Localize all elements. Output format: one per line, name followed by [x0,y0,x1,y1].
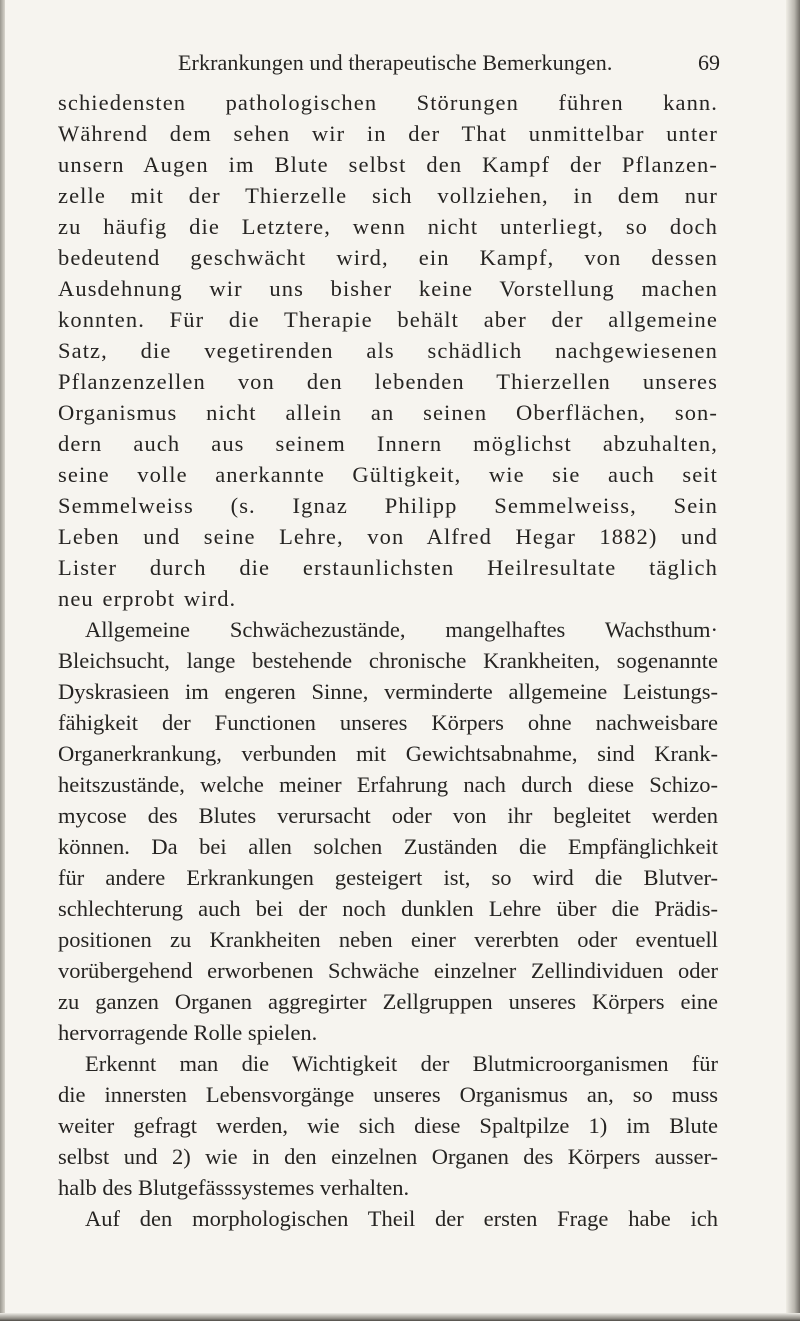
page-bottom-edge [0,1313,800,1321]
running-head [58,46,718,80]
text-line: Ausdehnung wir uns bisher keine Vorstellung machen [58,276,718,301]
text-line: neu erprobt wird. [58,586,237,611]
text-line: zelle mit der Thierzelle sich vollziehen, in dem nur [58,183,718,208]
text-line: fähigkeit der Functionen unseres Körpers ohne nachweisbare [58,710,718,735]
text-line: hervorragende Rolle spielen. [58,1020,318,1045]
body-text [58,87,718,1234]
page-number: 69 [698,50,720,75]
text-line: Erkennt man die Wichtigkeit der Blutmicroorganismen für [85,1051,718,1076]
text-line: selbst und 2) wie in den einzelnen Organen des Körpers ausser- [58,1144,718,1169]
text-line: Leben und seine Lehre, von Alfred Hegar 1882) und [58,524,718,549]
text-line: Dyskrasieen im engeren Sinne, verminderte allgemeine Leistungs- [58,679,718,704]
text-line: unsern Augen im Blute selbst den Kampf der Pflanzen- [58,152,718,177]
text-line: für andere Erkrankungen gesteigert ist, so wird die Blutver- [58,865,718,890]
text-line: Pflanzenzellen von den lebenden Thierzellen unseres [58,369,718,394]
text-line: heitszustände, welche meiner Erfahrung nach durch diese Schizo- [58,772,718,797]
book-page [58,46,718,1234]
text-line: konnten. Für die Therapie behält aber der allgemeine [58,307,718,332]
text-line: zu ganzen Organen aggregirter Zellgruppen unseres Körpers eine [58,989,718,1014]
text-line: mycose des Blutes verursacht oder von ihr begleitet werden [58,803,718,828]
text-line: die innersten Lebensvorgänge unseres Organismus an, so muss [58,1082,718,1107]
text-line: positionen zu Krankheiten neben einer vererbten oder eventuell [58,927,718,952]
text-line: können. Da bei allen solchen Zuständen die Empfänglichkeit [58,834,718,859]
text-line: schiedensten pathologischen Störungen führen kann. [58,90,718,115]
text-line: zu häufig die Letztere, wenn nicht unterliegt, so doch [58,214,718,239]
page-right-edge [786,0,800,1321]
text-line: bedeutend geschwächt wird, ein Kampf, von dessen [58,245,718,270]
text-line: Organismus nicht allein an seinen Oberflächen, son- [58,400,718,425]
text-line: Semmelweiss (s. Ignaz Philipp Semmelweiss, Sein [58,493,718,518]
text-line: Organerkrankung, verbunden mit Gewichtsabnahme, sind Krank- [58,741,718,766]
text-line: Satz, die vegetirenden als schädlich nachgewiesenen [58,338,718,363]
text-line: Allgemeine Schwächezustände, mangelhaftes Wachsthum· [85,617,718,642]
text-line: weiter gefragt werden, wie sich diese Spaltpilze 1) im Blute [58,1113,718,1138]
text-line: halb des Blutgefässsystemes verhalten. [58,1175,410,1200]
text-line: schlechterung auch bei der noch dunklen Lehre über die Prädis- [58,896,718,921]
text-line: dern auch aus seinem Innern möglichst abzuhalten, [58,431,718,456]
text-line: Während dem sehen wir in der That unmittelbar unter [58,121,718,146]
text-line: Auf den morphologischen Theil der ersten Frage habe ich [85,1206,718,1231]
text-line: seine volle anerkannte Gültigkeit, wie sie auch seit [58,462,718,487]
text-line: Lister durch die erstaunlichsten Heilresultate täglich [58,555,718,580]
text-line: Bleichsucht, lange bestehende chronische Krankheiten, sogenannte [58,648,718,673]
text-line: vorübergehend erworbenen Schwäche einzelner Zellindividuen oder [58,958,718,983]
running-head-title: Erkrankungen und therapeutische Bemerkungen. [178,50,613,75]
page-left-edge [0,0,5,1321]
